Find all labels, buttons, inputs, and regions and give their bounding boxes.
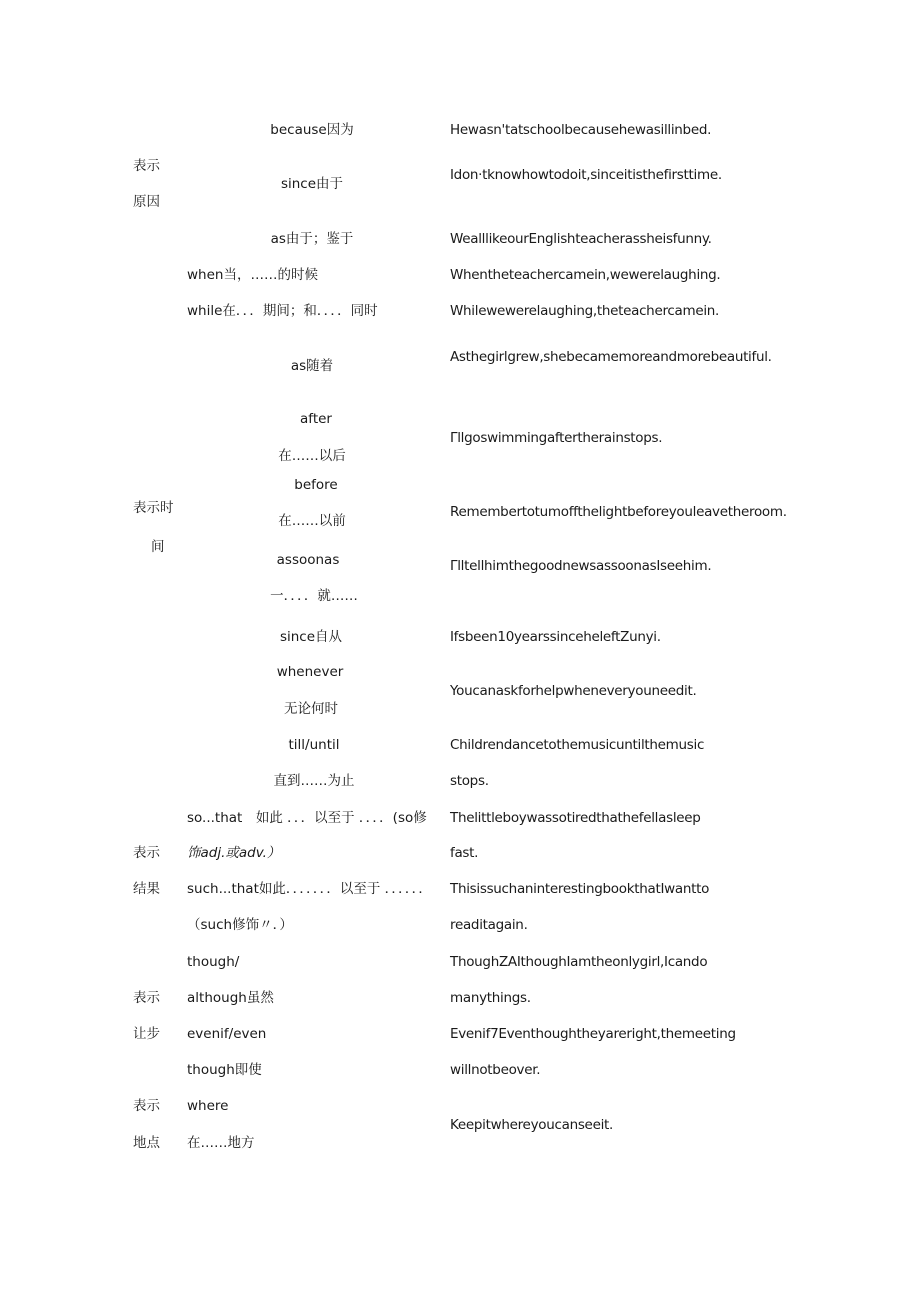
example-so-that-line2: fast.: [450, 845, 479, 861]
category-concession-line2: 让步: [133, 1026, 160, 1042]
conj-after-cn: 在……以后: [278, 448, 346, 464]
example-where: Keepitwhereyoucanseeit.: [450, 1117, 614, 1133]
conj-since-cause: since由于: [280, 176, 344, 192]
example-before: Remembertotumoffthelightbeforeyouleavetheroom.: [450, 504, 787, 520]
conj-as-time: as随着: [290, 358, 334, 374]
conj-such-that-line2: （such修饰〃．）: [187, 917, 293, 933]
example-while: Whilewewerelaughing,theteachercamein.: [450, 303, 720, 319]
conj-since-time: since自从: [279, 629, 343, 645]
example-so-that-line1: Thelittleboywassotiredthathefellasleep: [450, 810, 701, 826]
example-evenif-line1: Evenif7Eventhoughtheyareright,themeeting: [450, 1026, 736, 1042]
example-though-line1: ThoughZAIthoughIamtheonlygirl,Icando: [450, 954, 708, 970]
example-though-line2: manythings.: [450, 990, 531, 1006]
conj-whenever: whenever: [276, 664, 344, 680]
conj-while: while在．．．期间；和．．．．同时: [187, 303, 378, 319]
example-as-cause: WealllikeourEnglishteacherassheisfunny.: [450, 231, 712, 247]
conj-till-cn: 直到……为止: [273, 773, 355, 789]
conj-though: though/: [187, 954, 240, 970]
example-such-that-line1: ThisissuchaninterestingbookthatIwantto: [450, 881, 710, 897]
example-when: Whentheteachercamein,wewerelaughing.: [450, 267, 721, 283]
conj-where: where: [187, 1098, 229, 1114]
conj-so-that-line1: so...that 如此 ．．．以至于 ．．．．(so修: [187, 810, 427, 826]
category-cause-line1: 表示: [133, 158, 160, 174]
conj-evenif: evenif/even: [187, 1026, 267, 1042]
conj-till: till/until: [288, 737, 340, 753]
conj-as-cause: as由于；鉴于: [270, 231, 354, 247]
conj-assoonas-cn: 一．．．．就……: [270, 588, 358, 604]
conj-after: after: [300, 411, 332, 427]
example-since-cause: Idon·tknowhowtodoit,sinceitisthefirsttime.: [450, 167, 722, 183]
example-as-time: Asthegirlgrew,shebecamemoreandmorebeautiful.: [450, 349, 772, 365]
example-till-line1: Childrendancetothemusicuntilthemusic: [450, 737, 705, 753]
example-assoonas: ΓlltellhimthegoodnewsassoonasIseehim.: [450, 558, 712, 574]
example-because: Hewasn'tatschoolbecausehewasillinbed.: [450, 122, 712, 138]
category-concession-line1: 表示: [133, 990, 160, 1006]
category-place-line1: 表示: [133, 1098, 160, 1114]
example-whenever: Youcanaskforhelpwheneveryouneedit.: [450, 683, 697, 699]
example-till-line2: stops.: [450, 773, 489, 789]
conj-where-cn: 在……地方: [187, 1135, 255, 1151]
conj-before: before: [294, 477, 338, 493]
category-cause-line2: 原因: [133, 194, 160, 210]
conj-because: because因为: [270, 122, 354, 138]
conj-so-that-line2: 饰adj.或adv.）: [187, 845, 281, 861]
category-time-line1: 表示时: [133, 500, 174, 516]
example-such-that-line2: readitagain.: [450, 917, 528, 933]
conj-eventhough: though即使: [187, 1062, 262, 1078]
category-result-line2: 结果: [133, 881, 160, 897]
conj-such-that-line1: such...that如此．．．．．．．以至于 ．．．．．．: [187, 881, 432, 897]
example-since-time: Ifsbeen10yearssinceheleftZunyi.: [450, 629, 661, 645]
category-time-line2: 间: [151, 539, 165, 555]
conj-although: although虽然: [187, 990, 274, 1006]
category-result-line1: 表示: [133, 845, 160, 861]
conj-when: when当，……的时候: [187, 267, 318, 283]
conj-whenever-cn: 无论何时: [284, 701, 338, 717]
example-after: Γllgoswimmingaftertherainstops.: [450, 430, 663, 446]
conj-before-cn: 在……以前: [278, 513, 346, 529]
example-evenif-line2: willnotbeover.: [450, 1062, 541, 1078]
conj-assoonas: assoonas: [276, 552, 340, 568]
category-place-line2: 地点: [133, 1135, 160, 1151]
